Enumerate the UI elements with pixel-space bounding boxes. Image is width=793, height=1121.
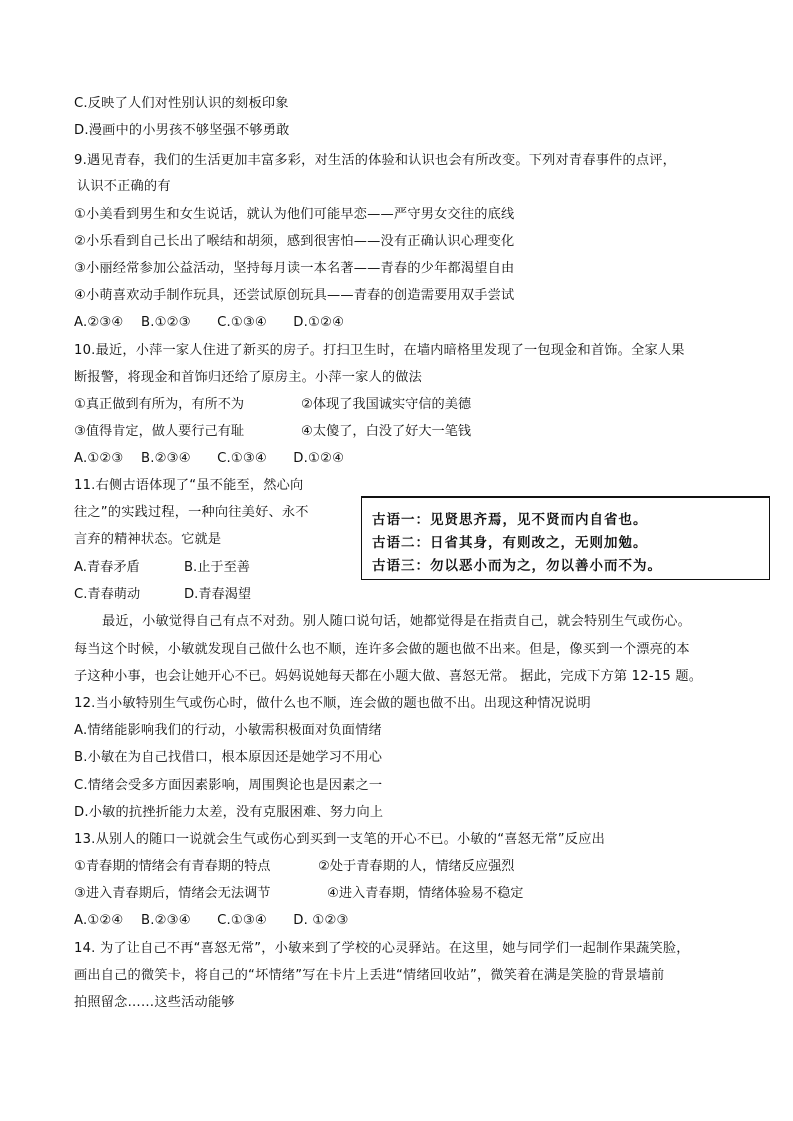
text-line: C.反映了人们对性别认识的刻板印象 [74, 96, 289, 111]
option-item: D.小敏的抗挫折能力太差，没有克服困难、努力向上 [74, 805, 384, 820]
passage-line: 最近，小敏觉得自己有点不对劲。别人随口说句话，她都觉得是在指责自己，就会特别生气或伤心。 [102, 614, 692, 629]
option-item: ②体现了我国诚实守信的美德 [301, 397, 472, 412]
passage-line: 每当这个时候，小敏就发现自己做什么也不顺，连许多会做的题也做不出来。但是，像买到一个漂亮的本 [74, 642, 690, 657]
option-item: ①真正做到有所为，有所不为 [74, 397, 245, 412]
answer-options: A.①②③ B.②③④ C.①③④ D.①②④ [74, 451, 345, 466]
question-13-stem: 13.从别人的随口一说就会生气或伤心到买到一支笔的开心不已。小敏的“喜怒无常”反应出 [74, 832, 605, 847]
question-14-stem: 14. 为了让自己不再“喜怒无常”，小敏来到了学校的心灵驿站。在这里，她与同学们一起制作果蔬笑脸， [74, 941, 690, 956]
answer-options: A.②③④ B.①②③ C.①③④ D.①②④ [74, 315, 345, 330]
option-item: B.小敏在为自己找借口，根本原因还是她学习不用心 [74, 750, 383, 765]
question-9-stem-cont: 认识不正确的有 [77, 179, 171, 194]
text-line: 拍照留念……这些活动能够 [74, 995, 235, 1010]
text-line: ④小萌喜欢动手制作玩具，还尝试原创玩具——青春的创造需要用双手尝试 [74, 288, 515, 303]
option-item: C.青春萌动 [74, 587, 141, 602]
option-item: A.青春矛盾 [74, 560, 140, 575]
ancient-quote-box [361, 496, 770, 580]
option-item: D.青春渴望 [184, 587, 252, 602]
text-line: ②小乐看到自己长出了喉结和胡须，感到很害怕——没有正确认识心理变化 [74, 234, 515, 249]
question-10-stem: 10.最近，小萍一家人住进了新买的房子。打扫卫生时，在墙内暗格里发现了一包现金和首饰。全家人果 [74, 343, 685, 358]
option-item: B.止于至善 [184, 560, 250, 575]
question-9-stem: 9.遇见青春，我们的生活更加丰富多彩，对生活的体验和认识也会有所改变。下列对青春事件的点评， [74, 153, 677, 168]
quote-line: 古语一：见贤思齐焉，见不贤而内自省也。 [372, 512, 648, 528]
text-line: 断报警，将现金和首饰归还给了原房主。小萍一家人的做法 [74, 370, 423, 385]
text-line: ③小丽经常参加公益活动，坚持每月读一本名著——青春的少年都渴望自由 [74, 261, 515, 276]
answer-options: A.①②④ B.②③④ C.①③④ D. ①②③ [74, 913, 349, 928]
text-line: 往之”的实践过程，一种向往美好、永不 [74, 505, 309, 520]
quote-line: 古语二：日省其身，有则改之，无则加勉。 [372, 535, 648, 551]
option-item: ③值得肯定，做人要行己有耻 [74, 424, 245, 439]
option-item: ④太傻了，白没了好大一笔钱 [301, 424, 472, 439]
option-item: C.情绪会受多方面因素影响，周围舆论也是因素之一 [74, 778, 383, 793]
quote-line: 古语三：勿以恶小而为之，勿以善小而不为。 [372, 558, 662, 574]
text-line: 言弃的精神状态。它就是 [74, 532, 222, 547]
text-line: D.漫画中的小男孩不够坚强不够勇敢 [74, 123, 290, 138]
option-item: ②处于青春期的人，情绪反应强烈 [318, 859, 515, 874]
option-item: ④进入青春期，情绪体验易不稳定 [327, 886, 524, 901]
question-11-stem: 11.右侧古语体现了“虽不能至，然心向 [74, 478, 304, 493]
passage-line: 子这种小事，也会让她开心不已。妈妈说她每天都在小题大做、喜怒无常。 据此，完成下方第 12-15 题。 [74, 669, 703, 684]
option-item: A.情绪能影响我们的行动，小敏需积极面对负面情绪 [74, 723, 382, 738]
question-12-stem: 12.当小敏特别生气或伤心时，做什么也不顺，连会做的题也做不出。出现这种情况说明 [74, 696, 591, 711]
text-line: ①小美看到男生和女生说话，就认为他们可能早恋——严守男女交往的底线 [74, 207, 515, 222]
option-item: ①青春期的情绪会有青春期的特点 [74, 859, 271, 874]
option-item: ③进入青春期后，情绪会无法调节 [74, 886, 271, 901]
text-line: 画出自己的微笑卡，将自己的“坏情绪”写在卡片上丢进“情绪回收站”，微笑着在满是笑脸的背景墙前 [74, 968, 665, 983]
